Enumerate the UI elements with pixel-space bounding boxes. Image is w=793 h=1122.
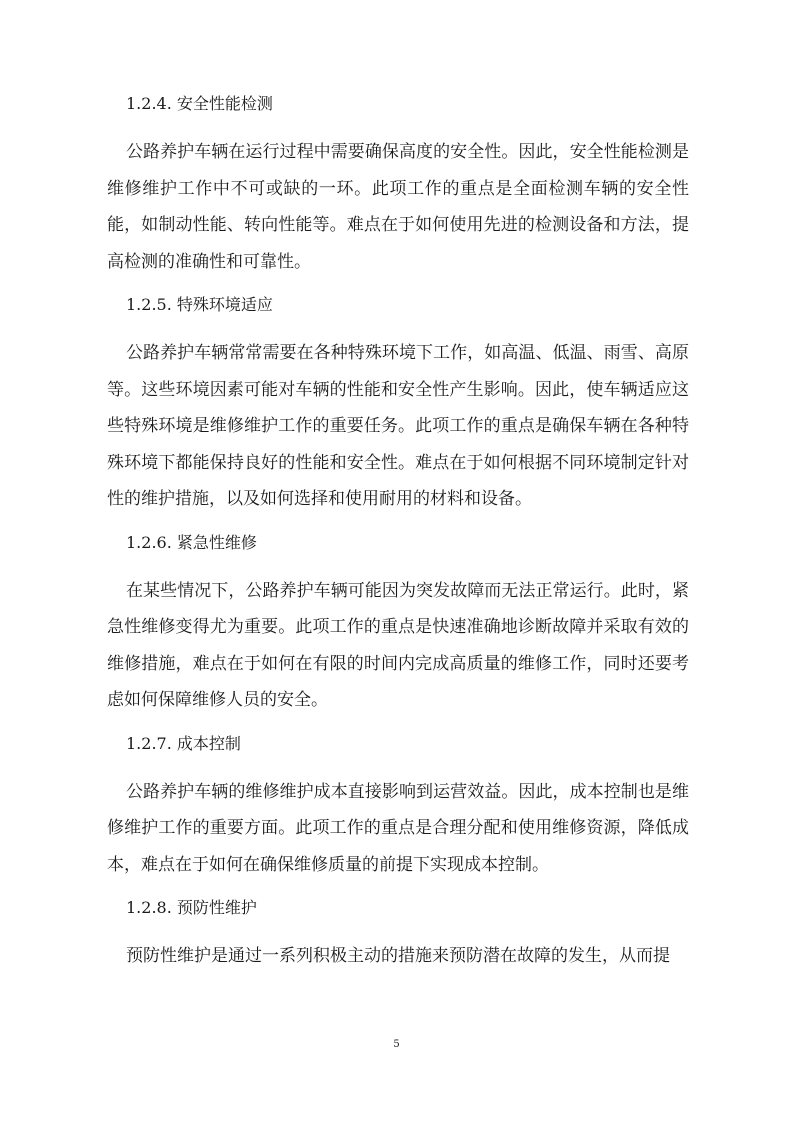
page-number: 5 [393, 1039, 400, 1050]
section-heading-1-2-4: 1.2.4. 安全性能检测 [126, 94, 273, 113]
page-content [107, 93, 689, 975]
section-body-1-2-6: 在某些情况下，公路养护车辆可能因为突发故障而无法正常运行。此时，紧急性维修变得尤为重要。此项工作的重点是快速准确地诊断故障并采取有效的维修措施，难点在于如何在有限的时间内完成高质量的维修工作，同时还要考虑如何保障维修人员的安全。 [107, 580, 689, 710]
section-body-1-2-4: 公路养护车辆在运行过程中需要确保高度的安全性。因此，安全性能检测是维修维护工作中不可或缺的一环。此项工作的重点是全面检测车辆的安全性能，如制动性能、转向性能等。难点在于如何使用先进的检测设备和方法，提高检测的准确性和可靠性。 [107, 142, 689, 272]
section-body-1-2-5: 公路养护车辆常常需要在各种特殊环境下工作，如高温、低温、雨雪、高原等。这些环境因素可能对车辆的性能和安全性产生影响。因此，使车辆适应这些特殊环境是维修维护工作的重要任务。此项工作的重点是确保车辆在各种特殊环境下都能保持良好的性能和安全性。难点在于如何根据不同环境制定针对性的维护措施，以及如何选择和使用耐用的材料和设备。 [107, 343, 689, 509]
section-body-1-2-7: 公路养护车辆的维修维护成本直接影响到运营效益。因此，成本控制也是维修维护工作的重要方面。此项工作的重点是合理分配和使用维修资源，降低成本，难点在于如何在确保维修质量的前提下实现成本控制。 [107, 781, 689, 875]
section-body-1-2-8: 预防性维护是通过一系列积极主动的措施来预防潜在故障的发生，从而提 [126, 946, 670, 966]
section-heading-1-2-8: 1.2.8. 预防性维护 [126, 898, 257, 917]
section-heading-1-2-7: 1.2.7. 成本控制 [126, 733, 241, 753]
section-heading-1-2-6: 1.2.6. 紧急性维修 [126, 532, 257, 552]
section-heading-1-2-5: 1.2.5. 特殊环境适应 [126, 295, 273, 314]
